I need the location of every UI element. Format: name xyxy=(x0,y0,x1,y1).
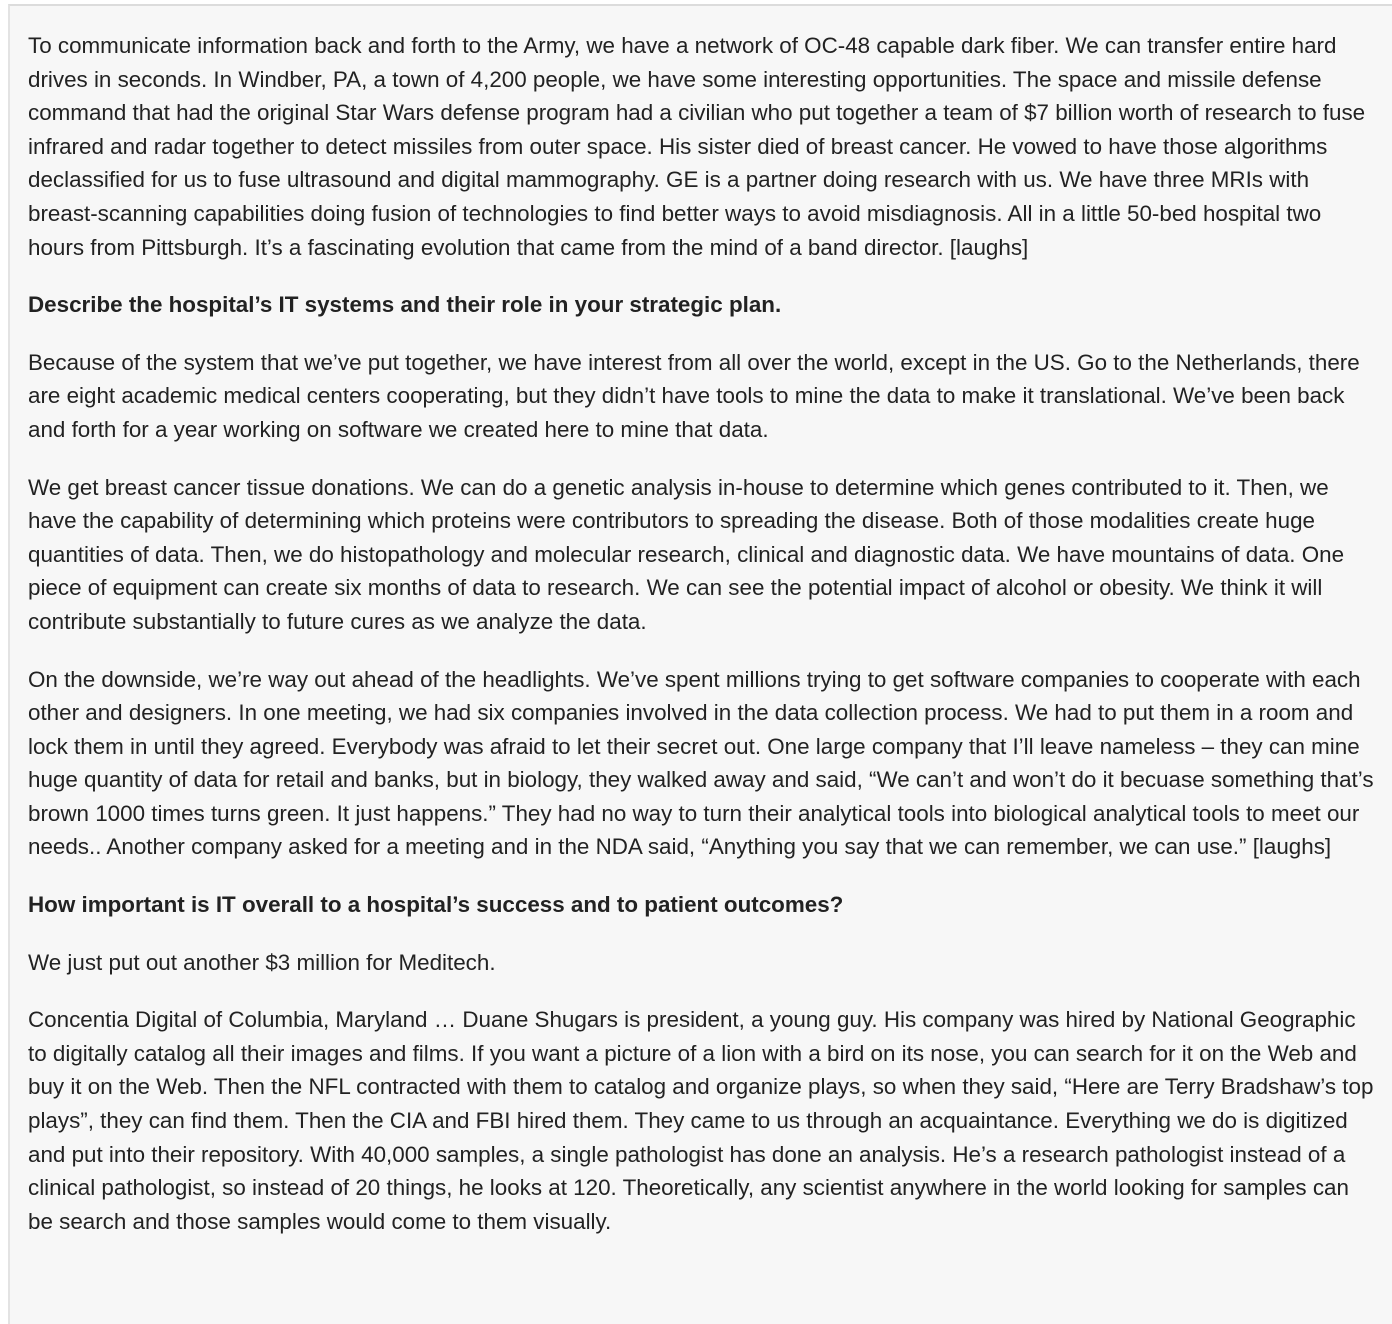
article-body xyxy=(28,29,1378,1262)
question-heading: Describe the hospital’s IT systems and their role in your strategic plan. xyxy=(28,292,782,318)
answer-paragraph: We get breast cancer tissue donations. We can do a genetic analysis in-house to determine which genes contributed to it. Then, we have the capability of determining which proteins were contributors to spreading the disease. Both of those modalities create huge quantities of data. Then, we do histopathology and molecular research, clinical and diagnostic data. We have mountains of data. One piece of equipment can create six months of data to research. We can see the potential impact of alcohol or obesity. We think it will contribute substantially to future cures as we analyze the data. xyxy=(28,474,1345,634)
answer-paragraph: We just put out another $3 million for Meditech. xyxy=(28,949,496,975)
answer-paragraph: On the downside, we’re way out ahead of the headlights. We’ve spent millions trying to get software companies to cooperate with each other and designers. In one meeting, we had six companies involved in the data collection process. We had to put them in a room and lock them in until they agreed. Everybody was afraid to let their secret out. One large company that I’ll leave nameless – they can mine huge quantity of data for retail and banks, but in biology, they walked away and said, “We can’t and won’t do it becuase something that’s brown 1000 times turns green. It just happens.” They had no way to turn their analytical tools into biological analytical tools to meet our needs.. Another company asked for a meeting and in the NDA said, “Anything you say that we can remember, we can use.” [laughs] xyxy=(28,666,1374,860)
content-frame xyxy=(8,4,1392,1324)
question-heading: How important is IT overall to a hospital’s success and to patient outcomes? xyxy=(28,892,844,918)
answer-paragraph: Concentia Digital of Columbia, Maryland … Duane Shugars is president, a young guy. His company was hired by National Geographic to digitally catalog all their images and films. If you want a picture of a lion with a bird on its nose, you can search for it on the Web and buy it on the Web. Then the NFL contracted with them to catalog and organize plays, so when they said, “Here are Terry Bradshaw’s top plays”, they can find them. Then the CIA and FBI hired them. They came to us through an acquaintance. Everything we do is digitized and put into their repository. With 40,000 samples, a single pathologist has done an analysis. He’s a research pathologist instead of a clinical pathologist, so instead of 20 things, he looks at 120. Theoretically, any scientist anywhere in the world looking for samples can be search and those samples would come to them visually. xyxy=(28,1007,1374,1234)
answer-paragraph: Because of the system that we’ve put together, we have interest from all over the world, except in the US. Go to the Netherlands, there are eight academic medical centers cooperating, but they didn’t have tools to mine the data to make it translational. We’ve been back and forth for a year working on software we created here to mine that data. xyxy=(28,349,1360,442)
answer-paragraph: To communicate information back and forth to the Army, we have a network of OC-48 capable dark fiber. We can transfer entire hard drives in seconds. In Windber, PA, a town of 4,200 people, we have some interesting opportunities. The space and missile defense command that had the original Star Wars defense program had a civilian who put together a team of $7 billion worth of research to fuse infrared and radar together to detect missiles from outer space. His sister died of breast cancer. He vowed to have those algorithms declassified for us to fuse ultrasound and digital mammography. GE is a partner doing research with us. We have three MRIs with breast-scanning capabilities doing fusion of technologies to find better ways to avoid misdiagnosis. All in a little 50-bed hospital two hours from Pittsburgh. It’s a fascinating evolution that came from the mind of a band director. [laughs] xyxy=(28,33,1366,260)
